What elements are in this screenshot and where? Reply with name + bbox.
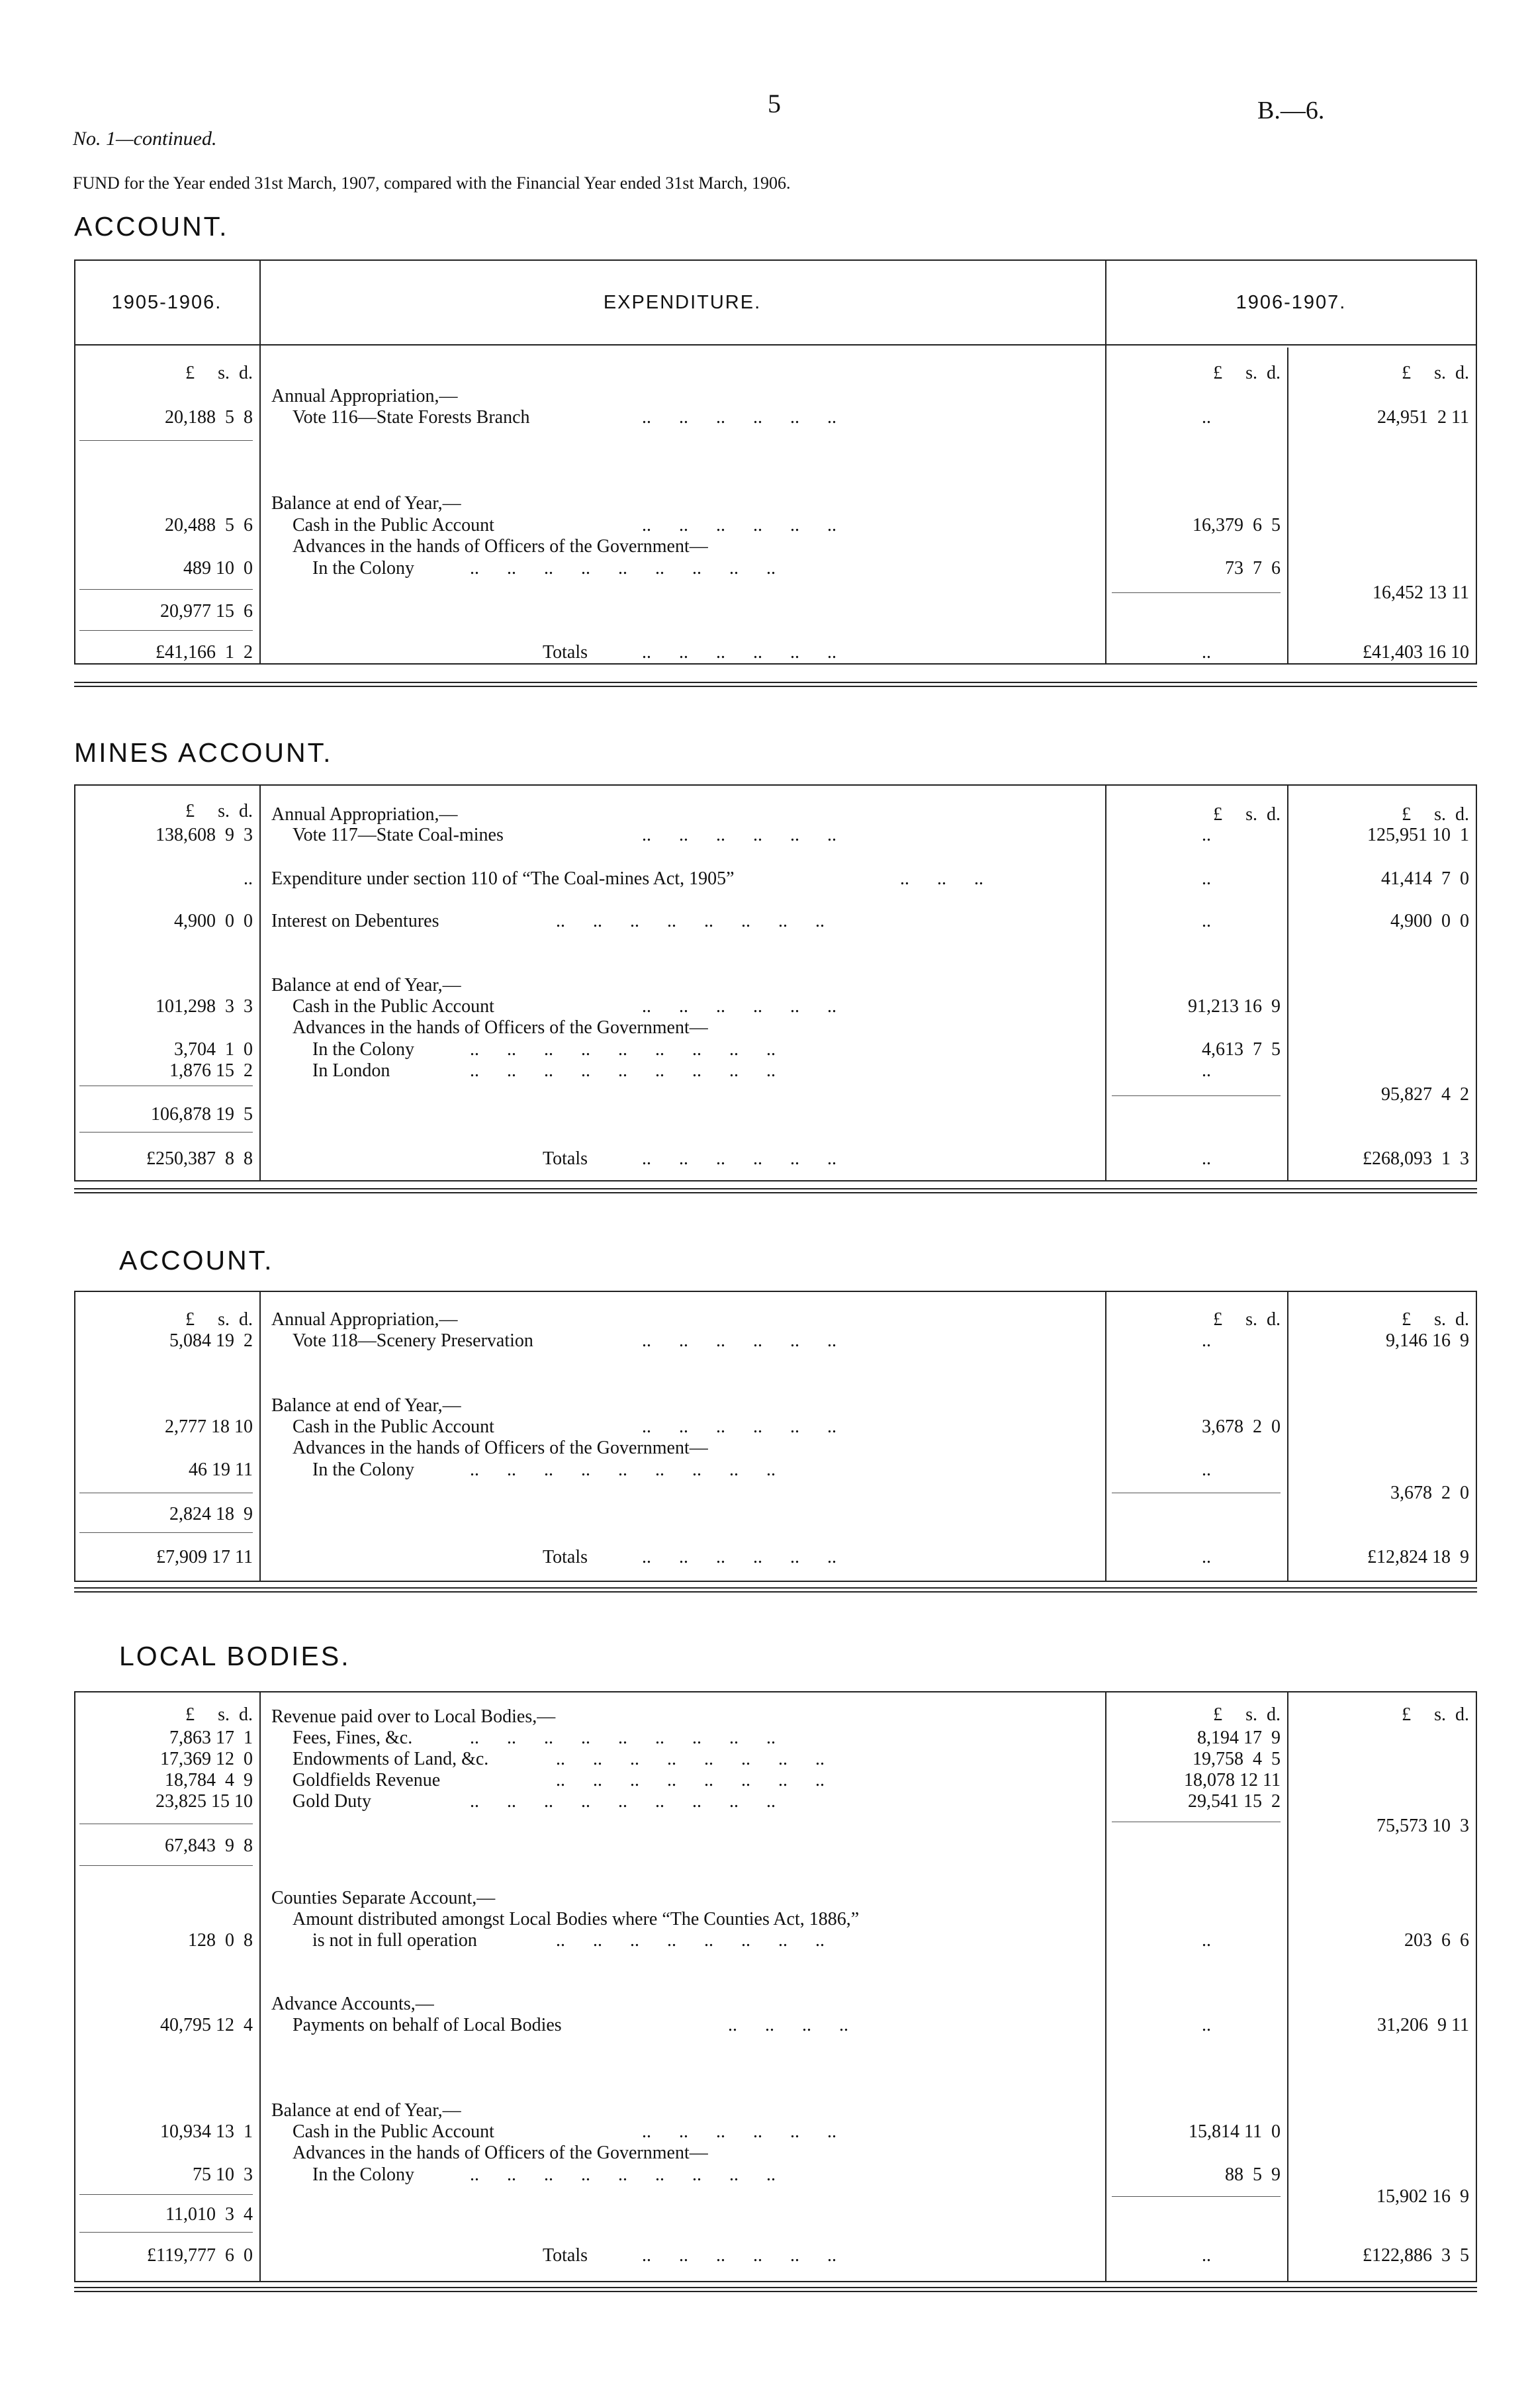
row-text: Vote 117—State Coal-mines bbox=[293, 825, 504, 845]
money-units-inner: £ s. d. bbox=[1213, 363, 1281, 383]
row-value-1905: 67,843 9 8 bbox=[165, 1835, 253, 1856]
row-value-inner: 3,678 2 0 bbox=[1202, 1416, 1281, 1437]
money-units-left: £ s. d. bbox=[185, 1704, 253, 1725]
leader-dots: .. .. .. .. .. .. .. .. bbox=[556, 1770, 825, 1790]
row-value-1905: 11,010 3 4 bbox=[165, 2204, 253, 2225]
row-value-inner: .. bbox=[1202, 825, 1211, 845]
row-value-1906: 4,900 0 0 bbox=[1390, 911, 1469, 931]
totals-1905: £41,166 1 2 bbox=[156, 642, 253, 663]
document-reference: B.—6. bbox=[1257, 97, 1325, 124]
leader-dots: .. .. .. .. .. .. bbox=[642, 996, 836, 1017]
row-text: In the Colony bbox=[312, 1039, 414, 1060]
row-value-inner: .. bbox=[1202, 1459, 1211, 1480]
row-text: Annual Appropriation,— bbox=[271, 804, 458, 825]
row-value-1905: 4,900 0 0 bbox=[174, 911, 253, 931]
leader-dots: .. .. .. .. .. .. .. .. .. bbox=[470, 1060, 776, 1081]
row-text: Endowments of Land, &c. bbox=[293, 1749, 489, 1769]
money-units-left: £ s. d. bbox=[185, 801, 253, 821]
row-value-1906: 9,146 16 9 bbox=[1386, 1330, 1469, 1351]
column-divider bbox=[259, 784, 261, 1181]
totals-label: Totals bbox=[543, 642, 588, 663]
rule bbox=[79, 1865, 253, 1866]
row-value-1906: 24,951 2 11 bbox=[1377, 407, 1469, 428]
row-text: Expenditure under section 110 of “The Coal-mines Act, 1905” bbox=[271, 868, 735, 889]
money-units-inner: £ s. d. bbox=[1213, 1704, 1281, 1725]
row-value-1905: 1,876 15 2 bbox=[169, 1060, 253, 1081]
row-value-1906: 203 6 6 bbox=[1404, 1930, 1469, 1951]
row-value-1905: 17,369 12 0 bbox=[160, 1749, 253, 1769]
row-value-inner: .. bbox=[1202, 911, 1211, 931]
row-text: In the Colony bbox=[312, 2164, 414, 2185]
col-header-expenditure: EXPENDITURE. bbox=[603, 292, 762, 313]
leader-dots: .. .. .. .. .. .. .. .. .. bbox=[470, 1791, 776, 1812]
row-text: Counties Separate Account,— bbox=[271, 1888, 496, 1908]
leader-dots: .. .. .. .. .. .. .. .. .. bbox=[470, 1039, 776, 1060]
row-text: Revenue paid over to Local Bodies,— bbox=[271, 1706, 556, 1727]
leader-dots: .. .. .. .. .. .. .. .. bbox=[556, 1749, 825, 1769]
rule bbox=[1112, 1095, 1281, 1096]
row-value-1905: 138,608 9 3 bbox=[156, 825, 253, 845]
row-text: Annual Appropriation,— bbox=[271, 1309, 458, 1330]
row-value-1905: 128 0 8 bbox=[188, 1930, 253, 1951]
row-value-inner: .. bbox=[1202, 1930, 1211, 1951]
row-value-1905: 40,795 12 4 bbox=[160, 2015, 253, 2035]
row-text: Cash in the Public Account bbox=[293, 2121, 494, 2142]
column-divider bbox=[1287, 347, 1288, 665]
row-value-inner: .. bbox=[1202, 2015, 1211, 2035]
leader-dots: .. .. .. .. .. .. .. .. .. bbox=[470, 558, 776, 579]
totals-1905: £250,387 8 8 bbox=[146, 1148, 253, 1169]
leader-dots: .. .. .. .. .. .. bbox=[642, 407, 836, 428]
row-value-inner: 29,541 15 2 bbox=[1188, 1791, 1281, 1812]
section-title-account-2: ACCOUNT. bbox=[119, 1245, 274, 1275]
fund-title: FUND for the Year ended 31st March, 1907, compared with the Financial Year ended 31st March, 1906. bbox=[73, 173, 791, 193]
leader-dots: .. .. .. .. .. .. bbox=[642, 1547, 836, 1567]
row-value-1906: 41,414 7 0 bbox=[1381, 868, 1469, 889]
row-text: Interest on Debentures bbox=[271, 911, 439, 931]
row-text: Amount distributed amongst Local Bodies where “The Counties Act, 1886,” bbox=[293, 1909, 860, 1929]
row-value-1905: 489 10 0 bbox=[183, 558, 253, 579]
row-value-1905: 46 19 11 bbox=[189, 1459, 253, 1480]
column-divider bbox=[1105, 1291, 1106, 1582]
leader-dots: .. .. .. .. .. .. .. .. .. bbox=[470, 1459, 776, 1480]
row-text: Advances in the hands of Officers of the Government— bbox=[293, 536, 708, 557]
row-text: In the Colony bbox=[312, 1459, 414, 1480]
row-text: Vote 118—Scenery Preservation bbox=[293, 1330, 533, 1351]
row-value-inner: 73 7 6 bbox=[1225, 558, 1281, 579]
column-divider bbox=[1105, 259, 1106, 665]
leader-dots: .. .. .. .. .. .. .. .. bbox=[556, 1930, 825, 1951]
row-value-1906: 75,573 10 3 bbox=[1376, 1816, 1469, 1836]
row-value-inner: 8,194 17 9 bbox=[1197, 1728, 1281, 1748]
double-rule bbox=[74, 682, 1477, 687]
row-value-1905: 106,878 19 5 bbox=[151, 1104, 253, 1125]
money-units-inner: £ s. d. bbox=[1213, 804, 1281, 825]
money-units-right: £ s. d. bbox=[1402, 1704, 1469, 1725]
leader-dots: .. .. .. .. bbox=[728, 2015, 848, 2035]
column-divider bbox=[1287, 1291, 1288, 1582]
totals-label: Totals bbox=[543, 2245, 588, 2266]
totals-label: Totals bbox=[543, 1148, 588, 1169]
row-text: Vote 116—State Forests Branch bbox=[293, 407, 530, 428]
leader-dots: .. .. .. .. .. .. bbox=[642, 515, 836, 535]
row-value-1906: 16,452 13 11 bbox=[1373, 582, 1469, 603]
rule bbox=[79, 440, 253, 441]
col-header-1905-1906: 1905-1906. bbox=[111, 292, 222, 313]
money-units-right: £ s. d. bbox=[1402, 1309, 1469, 1330]
money-units-inner: £ s. d. bbox=[1213, 1309, 1281, 1330]
row-value-inner: 88 5 9 bbox=[1225, 2164, 1281, 2185]
row-value-1905: 23,825 15 10 bbox=[156, 1791, 253, 1812]
money-units-right: £ s. d. bbox=[1402, 363, 1469, 383]
row-value-1905: 10,934 13 1 bbox=[160, 2121, 253, 2142]
continued-label: No. 1—continued. bbox=[73, 128, 217, 150]
money-units-left: £ s. d. bbox=[185, 363, 253, 383]
rule bbox=[1112, 592, 1281, 593]
row-value-inner: 16,379 6 5 bbox=[1193, 515, 1281, 535]
row-text: Balance at end of Year,— bbox=[271, 975, 461, 996]
leader-dots: .. .. .. .. .. .. bbox=[642, 2121, 836, 2142]
row-text: Advances in the hands of Officers of the Government— bbox=[293, 2143, 708, 2163]
row-value-1905: 101,298 3 3 bbox=[156, 996, 253, 1017]
totals-inner: .. bbox=[1202, 1547, 1211, 1567]
row-text: Advance Accounts,— bbox=[271, 1994, 434, 2014]
row-value-inner: 18,078 12 11 bbox=[1184, 1770, 1281, 1790]
row-value-1905: 75 10 3 bbox=[193, 2164, 253, 2185]
col-header-1906-1907: 1906-1907. bbox=[1236, 292, 1347, 313]
row-value-1905: 2,777 18 10 bbox=[165, 1416, 253, 1437]
row-text: Cash in the Public Account bbox=[293, 996, 494, 1017]
row-text: Cash in the Public Account bbox=[293, 515, 494, 535]
totals-inner: .. bbox=[1202, 1148, 1211, 1169]
row-value-1905: 7,863 17 1 bbox=[169, 1728, 253, 1748]
row-value-1906: 125,951 10 1 bbox=[1367, 825, 1469, 845]
column-divider bbox=[1105, 784, 1106, 1181]
rule bbox=[1112, 2196, 1281, 2197]
leader-dots: .. .. .. .. .. .. bbox=[642, 642, 836, 663]
double-rule bbox=[74, 1587, 1477, 1593]
leader-dots: .. .. .. .. .. .. bbox=[642, 825, 836, 845]
row-value-inner: .. bbox=[1202, 1330, 1211, 1351]
money-units-right: £ s. d. bbox=[1402, 804, 1469, 825]
row-text: In London bbox=[312, 1060, 390, 1081]
row-value-1905: 20,188 5 8 bbox=[165, 407, 253, 428]
leader-dots: .. .. .. .. .. .. bbox=[642, 2245, 836, 2266]
row-text: Goldfields Revenue bbox=[293, 1770, 441, 1790]
page-number: 5 bbox=[768, 89, 781, 118]
row-value-1906: 95,827 4 2 bbox=[1381, 1084, 1469, 1105]
section-title-mines-account: MINES ACCOUNT. bbox=[74, 737, 333, 768]
row-value-1906: 31,206 9 11 bbox=[1377, 2015, 1469, 2035]
leader-dots: .. .. .. .. .. .. bbox=[642, 1416, 836, 1437]
row-text: Balance at end of Year,— bbox=[271, 493, 461, 514]
rule bbox=[79, 1132, 253, 1133]
row-text: Gold Duty bbox=[293, 1791, 371, 1812]
section-title-account: ACCOUNT. bbox=[74, 211, 229, 242]
row-value-inner: 91,213 16 9 bbox=[1188, 996, 1281, 1017]
leader-dots: .. .. .. .. .. .. bbox=[642, 1330, 836, 1351]
totals-inner: .. bbox=[1202, 642, 1211, 663]
rule bbox=[79, 1532, 253, 1533]
totals-1906: £41,403 16 10 bbox=[1363, 642, 1469, 663]
rule bbox=[79, 589, 253, 590]
account-table bbox=[74, 259, 1477, 665]
row-value-inner: .. bbox=[1202, 407, 1211, 428]
row-value-1905: 20,977 15 6 bbox=[160, 601, 253, 622]
double-rule bbox=[74, 1188, 1477, 1193]
leader-dots: .. .. .. .. .. .. .. .. .. bbox=[470, 1728, 776, 1748]
totals-inner: .. bbox=[1202, 2245, 1211, 2266]
row-value-inner: 4,613 7 5 bbox=[1202, 1039, 1281, 1060]
row-value-1905: 5,084 19 2 bbox=[169, 1330, 253, 1351]
totals-label: Totals bbox=[543, 1547, 588, 1567]
row-text: Advances in the hands of Officers of the Government— bbox=[293, 1438, 708, 1458]
leader-dots: .. .. .. .. .. .. .. .. bbox=[556, 911, 825, 931]
column-divider bbox=[259, 259, 261, 665]
rule bbox=[79, 2232, 253, 2233]
row-text: is not in full operation bbox=[312, 1930, 477, 1951]
row-value-inner: .. bbox=[1202, 1060, 1211, 1081]
row-text: Fees, Fines, &c. bbox=[293, 1728, 413, 1748]
row-text: Payments on behalf of Local Bodies bbox=[293, 2015, 562, 2035]
rule bbox=[79, 630, 253, 631]
row-value-inner: 19,758 4 5 bbox=[1193, 1749, 1281, 1769]
column-divider bbox=[259, 1291, 261, 1582]
rule bbox=[79, 2194, 253, 2195]
row-value-1906: 3,678 2 0 bbox=[1390, 1483, 1469, 1503]
row-text: Cash in the Public Account bbox=[293, 1416, 494, 1437]
row-value-inner: 15,814 11 0 bbox=[1189, 2121, 1281, 2142]
double-rule bbox=[74, 2287, 1477, 2292]
column-divider bbox=[1105, 1691, 1106, 2282]
row-text: Balance at end of Year,— bbox=[271, 1395, 461, 1416]
row-text: In the Colony bbox=[312, 558, 414, 579]
column-divider bbox=[259, 1691, 261, 2282]
row-value-1905: 18,784 4 9 bbox=[165, 1770, 253, 1790]
leader-dots: .. .. .. .. .. .. bbox=[642, 1148, 836, 1169]
column-divider bbox=[1287, 1691, 1288, 2282]
totals-1906: £268,093 1 3 bbox=[1363, 1148, 1469, 1169]
row-value-1905: 3,704 1 0 bbox=[174, 1039, 253, 1060]
totals-1905: £7,909 17 11 bbox=[156, 1547, 253, 1567]
section-title-local-bodies: LOCAL BODIES. bbox=[119, 1641, 351, 1671]
row-text: Annual Appropriation,— bbox=[271, 386, 458, 406]
leader-dots: .. .. .. .. .. .. .. .. .. bbox=[470, 2164, 776, 2185]
totals-1905: £119,777 6 0 bbox=[147, 2245, 253, 2266]
row-value-1905: 20,488 5 6 bbox=[165, 515, 253, 535]
money-units-left: £ s. d. bbox=[185, 1309, 253, 1330]
row-value-1905: 2,824 18 9 bbox=[169, 1504, 253, 1524]
column-divider bbox=[1287, 784, 1288, 1181]
row-value-1905: .. bbox=[244, 868, 253, 889]
row-text: Balance at end of Year,— bbox=[271, 2100, 461, 2121]
totals-1906: £122,886 3 5 bbox=[1363, 2245, 1469, 2266]
totals-1906: £12,824 18 9 bbox=[1367, 1547, 1469, 1567]
leader-dots: .. .. .. bbox=[900, 868, 983, 889]
row-value-inner: .. bbox=[1202, 868, 1211, 889]
row-value-1906: 15,902 16 9 bbox=[1376, 2186, 1469, 2207]
row-text: Advances in the hands of Officers of the Government— bbox=[293, 1017, 708, 1038]
header-rule bbox=[74, 344, 1477, 346]
